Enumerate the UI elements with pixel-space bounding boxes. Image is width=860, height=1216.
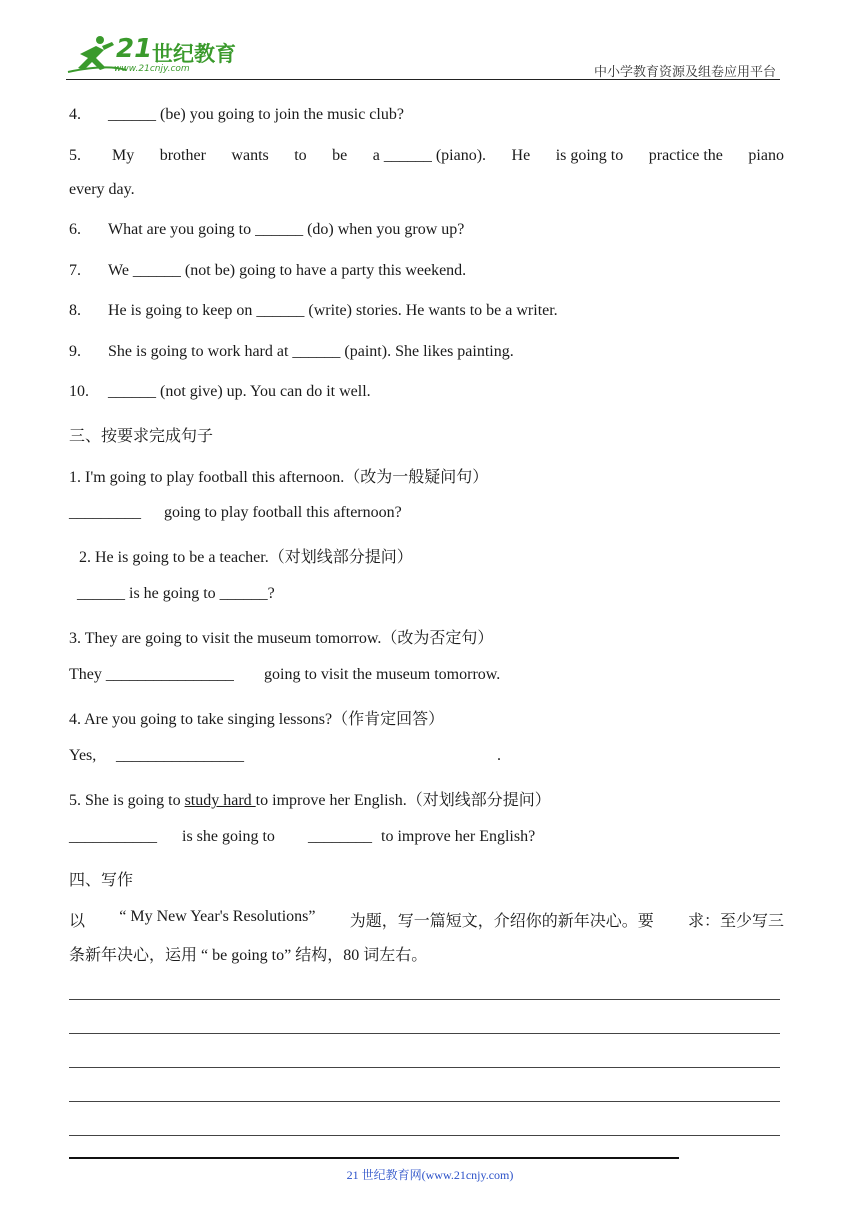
answer-text: They ________________ (69, 666, 234, 683)
word: practice the (648, 147, 723, 164)
answer-text: ______ is he going to ______? (77, 585, 275, 602)
prompt-text: 2. He is going to be a teacher.（对划线部分提问） (79, 549, 413, 566)
writing-instructions-line1 (69, 908, 784, 931)
question-text: What are you going to ______ (do) when you grow up? (108, 221, 465, 238)
word: He (511, 147, 531, 164)
word: to (294, 147, 307, 164)
answer-blank: ___________ (69, 828, 157, 845)
answer-text: Yes, (69, 747, 97, 764)
writing-line[interactable] (69, 999, 780, 1000)
brand-logo (66, 34, 236, 78)
footer-link[interactable]: 21 世纪教育网(www.21cnjy.com) (346, 1168, 514, 1182)
brand-number: 21 (116, 34, 153, 64)
prompt-post: to improve her English.（对划线部分提问） (255, 792, 551, 809)
prompt-text: 3. They are going to visit the museum tomorrow.（改为否定句） (69, 630, 494, 647)
word: a ______ (piano). (372, 147, 487, 164)
question-number: 5. (69, 147, 81, 164)
instruction-segment: “ My New Year's Resolutions” (119, 908, 316, 925)
word: wants (231, 147, 269, 164)
question-text: We ______ (not be) going to have a party this weekend. (108, 262, 467, 279)
question-number: 9. (69, 343, 81, 360)
underlined-phrase: study hard (184, 792, 256, 809)
word: be (332, 147, 348, 164)
answer-blank: ________________ (116, 747, 244, 764)
answer-text: is she going to (182, 828, 275, 845)
writing-line[interactable] (69, 1101, 780, 1102)
instruction-segment: 求：至少写三 (687, 913, 784, 930)
word: piano (748, 147, 784, 164)
question-number: 7. (69, 262, 81, 279)
question-number: 8. (69, 302, 81, 319)
instruction-segment: 以 (69, 913, 86, 930)
question-text-justified (112, 147, 784, 165)
prompt-pre: 5. She is going to (69, 792, 185, 809)
answer-text: going to play football this afternoon? (164, 504, 402, 521)
section-title: 四、写作 (69, 872, 134, 889)
prompt-text: 4. Are you going to take singing lessons?（作肯定回答） (69, 711, 445, 728)
footer-rule (69, 1157, 679, 1159)
writing-line[interactable] (69, 1067, 780, 1068)
brand-url: www.21cnjy.com (114, 64, 190, 74)
question-number: 4. (69, 106, 81, 123)
prompt-text (69, 787, 551, 810)
section-title: 三、按要求完成句子 (69, 428, 214, 445)
question-text: ______ (not give) up. You can do it well. (108, 383, 371, 400)
prompt-text: 1. I'm going to play football this afternoon.（改为一般疑问句） (69, 469, 489, 486)
question-text: She is going to work hard at ______ (paint). She likes painting. (108, 343, 514, 360)
answer-end: . (497, 747, 501, 764)
answer-blank: ________ (308, 828, 372, 845)
word: My (112, 147, 135, 164)
question-text-continuation: every day. (69, 181, 135, 198)
question-text: He is going to keep on ______ (write) stories. He wants to be a writer. (108, 302, 558, 319)
answer-text: going to visit the museum tomorrow. (264, 666, 501, 683)
header-rule (66, 79, 780, 80)
question-number: 10. (69, 383, 89, 400)
question-number: 6. (69, 221, 81, 238)
brand-name: 世纪教育 (152, 42, 236, 66)
writing-instructions-line2: 条新年决心，运用 “ be going to” 结构，80 词左右。 (69, 947, 428, 964)
word: brother (159, 147, 206, 164)
word: is going to (555, 147, 624, 164)
writing-line[interactable] (69, 1135, 780, 1136)
header-platform-text: 中小学教育资源及组卷应用平台 (593, 64, 776, 79)
question-text: ______ (be) you going to join the music club? (108, 106, 404, 123)
writing-line[interactable] (69, 1033, 780, 1034)
answer-text: to improve her English? (381, 828, 536, 845)
instruction-segment: 为题，写一篇短文，介绍你的新年决心。要 (349, 913, 654, 930)
answer-blank: _________ (69, 504, 141, 521)
